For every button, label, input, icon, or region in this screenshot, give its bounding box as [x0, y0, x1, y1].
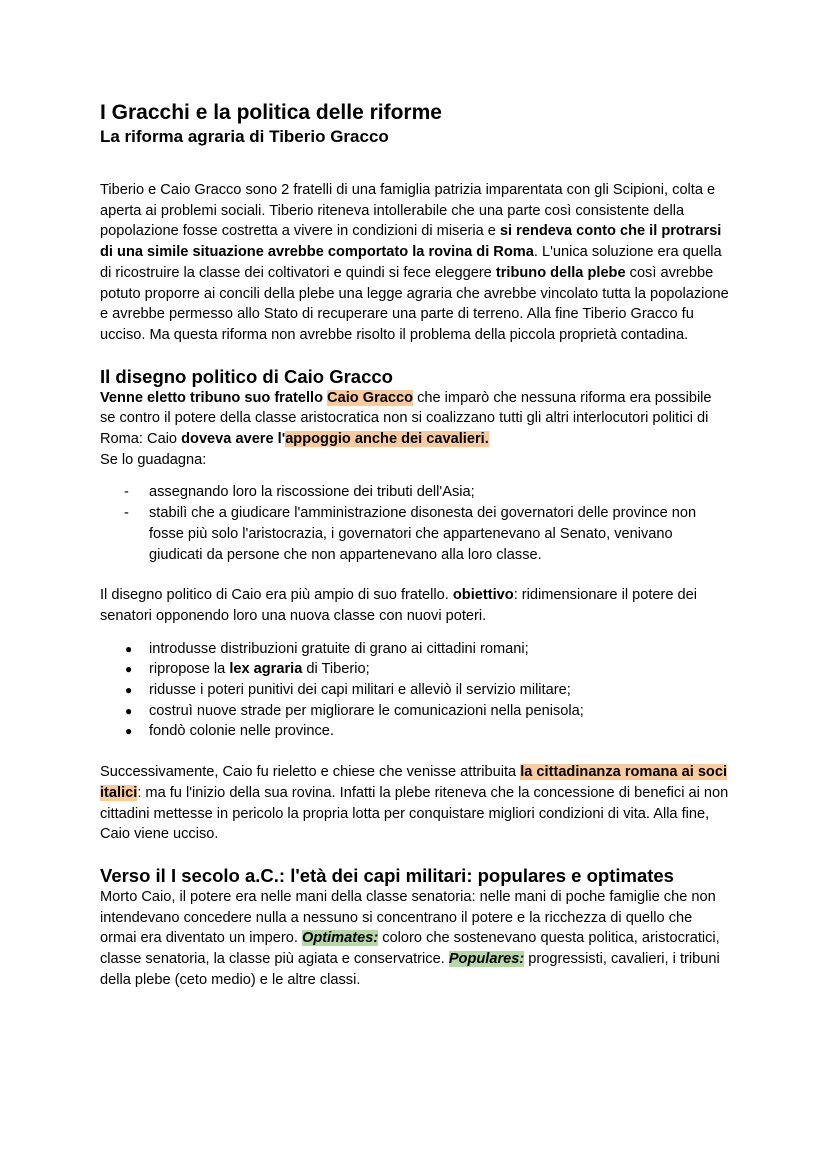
text: Il disegno politico di Caio era più ampio di suo fratello. [100, 587, 453, 604]
section-heading-populares-optimates: Verso il I secolo a.C.: l'età dei capi militari: populares e optimates [100, 864, 674, 886]
bullet-marker: ● [125, 641, 133, 656]
paragraph-disegno [100, 585, 730, 626]
bold-text: doveva avere l' [181, 431, 286, 448]
list-item [100, 659, 730, 680]
list-item-text: stabilì che a giudicare l'amministrazione disonesta dei governatori delle province non fosse più solo l'aristocrazia, i governatori che appartenevano al Senato, venivano giudicati da persone che non appartenevano alla loro classe. [149, 505, 697, 563]
bold-text: lex agraria [229, 661, 303, 678]
bold-text: obiettivo [452, 587, 514, 604]
list-item [100, 639, 730, 660]
list-item-text: assegnando loro la riscossione dei tributi dell'Asia; [149, 484, 475, 501]
paragraph-populares-optimates [100, 887, 730, 991]
text: così avrebbe potuto proporre ai concili della plebe una legge agraria che avrebbe vincolato tutta la popolazione e avrebbe permesso allo Stato di recuperare una parte di terreno. Alla fine Tiberio Gracco fu ucciso. Ma questa riforma non avrebbe risolto il problema della piccola proprietà contadina. [100, 264, 729, 343]
bullet-marker: ● [125, 683, 133, 698]
list-item-text: costruì nuove strade per migliorare le comunicazioni nella penisola; [149, 702, 584, 719]
paragraph-cittadinanza [100, 762, 730, 845]
list-item [100, 503, 730, 565]
highlighted-term-populares: Populares: [448, 951, 525, 968]
document-title: I Gracchi e la politica delle riforme [100, 101, 442, 124]
list-item [100, 680, 730, 701]
list-item-text: fondò colonie nelle province. [149, 723, 334, 740]
text: Successivamente, Caio fu rieletto e chiese che venisse attribuita [100, 764, 521, 781]
list-item-text: ridusse i poteri punitivi dei capi militari e alleviò il servizio militare; [149, 682, 571, 699]
dash-marker: - [124, 484, 129, 501]
paragraph-caio-intro [100, 388, 730, 471]
list-item [100, 721, 730, 742]
paragraph-tiberio [100, 180, 730, 346]
text: Se lo guadagna: [100, 451, 207, 468]
text: progressisti, cavalieri, i tribuni della plebe (ceto medio) e le altre classi. [100, 951, 720, 988]
dash-marker: - [124, 505, 129, 522]
highlighted-text: Caio Gracco [327, 389, 414, 406]
bullet-marker: ● [125, 662, 133, 677]
section-heading-caio: Il disegno politico di Caio Gracco [100, 365, 393, 387]
list-item [100, 482, 730, 503]
bullet-marker: ● [125, 703, 133, 718]
list-item-text: introdusse distribuzioni gratuite di grano ai cittadini romani; [149, 640, 529, 657]
bullet-list [100, 639, 730, 743]
text: Morto Caio, il potere era nelle mani della classe senatoria: nelle mani di poche famiglie che non intendevano concedere nulla a nessuno si concentrano il potere e la ricchezza di quello che ormai era diventato un impero. [100, 888, 716, 947]
text: che imparò che nessuna riforma era possibile se contro il potere della classe aristocratica non si coalizzano tutti gli altri interlocutori politici di Roma: Caio [100, 389, 712, 448]
text: : ma fu l'inizio della sua rovina. Infatti la plebe riteneva che la concessione di benefici ai non cittadini mettesse in pericolo la propria lotta per conquistare migliori condizioni di vita. Alla fine, Caio viene ucciso. [100, 784, 729, 843]
text: : ridimensionare il potere dei senatori opponendo loro una nuova classe con nuovi poteri. [100, 587, 698, 624]
list-item-text: ripropose la [149, 661, 230, 678]
highlighted-term-optimates: Optimates: [301, 930, 379, 947]
highlighted-text: la cittadinanza romana ai soci italici [100, 764, 728, 801]
document-page [100, 100, 730, 991]
list-item [100, 701, 730, 722]
text: coloro che sostenevano questa politica, aristocratici, classe senatoria, la classe più agiata e conservatrice. [100, 930, 720, 968]
bold-text: Venne eletto tribuno suo fratello [100, 389, 328, 406]
dash-list [100, 482, 730, 565]
list-item-text: di Tiberio; [302, 661, 370, 678]
highlighted-text: appoggio anche dei cavalieri. [285, 431, 489, 448]
bold-text: si rendeva conto che il protrarsi di una simile situazione avrebbe comportato la rovina di Roma [100, 223, 722, 261]
text: Tiberio e Caio Gracco sono 2 fratelli di una famiglia patrizia imparentata con gli Scipioni, colta e aperta ai problemi sociali. Tiberio riteneva intollerabile che una parte così consistente della popolazione fosse costretta a vivere in condizioni di miseria e [100, 182, 716, 240]
bullet-marker: ● [125, 724, 133, 739]
text: . L'unica soluzione era quella di ricostruire la classe dei coltivatori e quindi si fece eleggere [100, 244, 722, 281]
section-heading-riforma-agraria: La riforma agraria di Tiberio Gracco [100, 127, 389, 146]
bold-text: tribuno della plebe [495, 264, 626, 281]
